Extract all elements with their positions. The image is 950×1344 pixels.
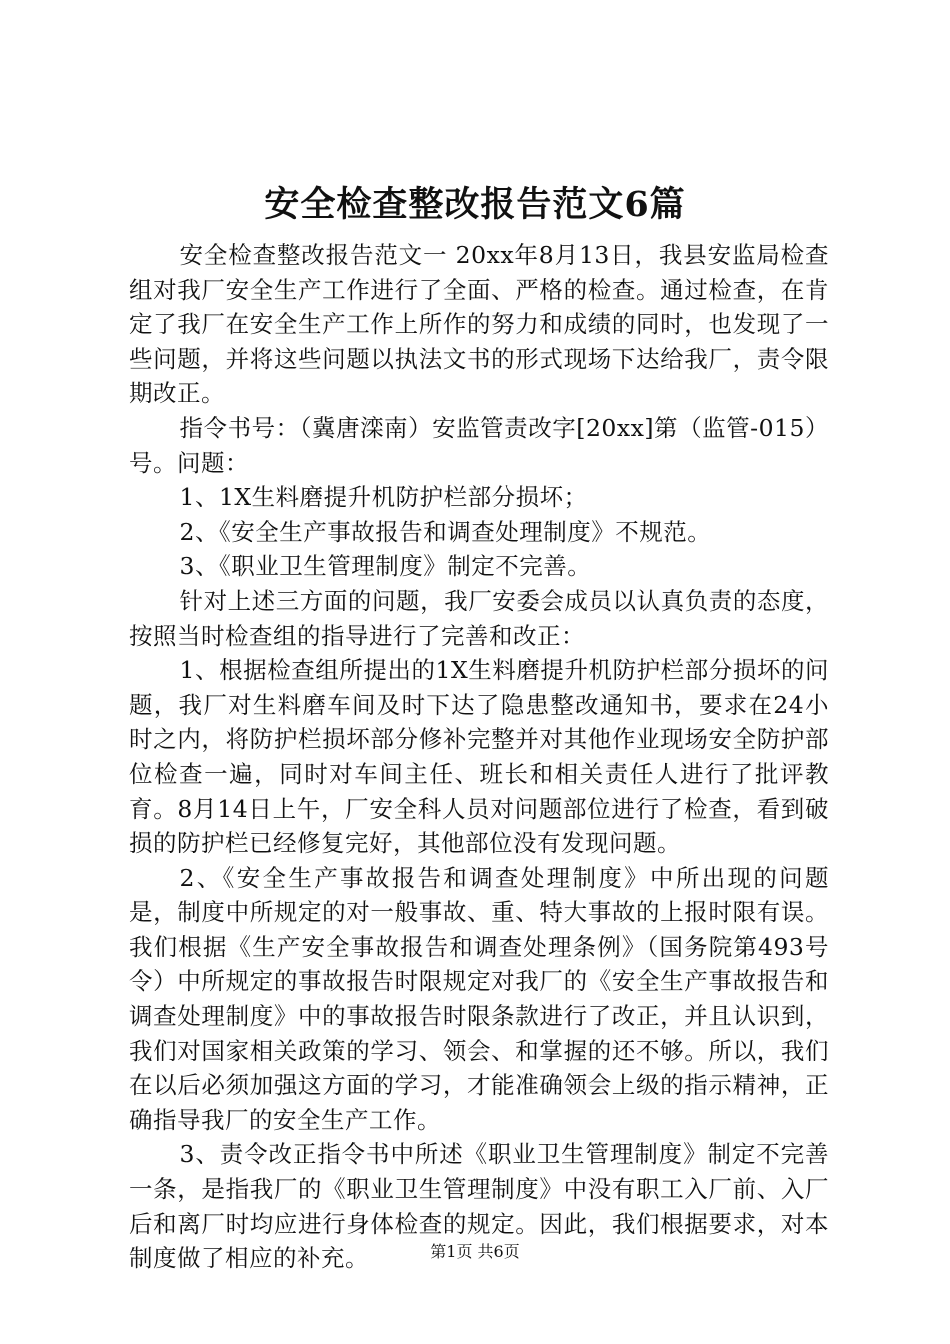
paragraph: 2、《安全生产事故报告和调查处理制度》中所出现的问题是，制度中所规定的对一般事故、重、特大事故的上报时限有误。我们根据《生产安全事故报告和调查处理条例》（国务院第493号令）中所规定的事故报告时限规定对我厂的《安全生产事故报告和调查处理制度》中的事故报告时限条款进行了改正，并且认识到，我们对国家相关政策的学习、领会、和掌握的还不够。所以，我们在以后必须加强这方面的学习，才能准确领会上级的指示精神，正确指导我厂的安全生产工作。	[129, 863, 829, 1134]
document-body	[129, 238, 829, 1276]
list-item: 2、《安全生产事故报告和调查处理制度》不规范。	[179, 517, 712, 546]
page-indicator: 第1页 共6页	[430, 1242, 520, 1261]
paragraph: 安全检查整改报告范文一 20xx年8月13日，我县安监局检查组对我厂安全生产工作进行了全面、严格的检查。通过检查，在肯定了我厂在安全生产工作上所作的努力和成绩的同时，也发现了一些问题，并将这些问题以执法文书的形式现场下达给我厂，责令限期改正。	[129, 241, 829, 408]
paragraph: 指令书号：（冀唐滦南）安监管责改字[20xx]第（监管-015）号。问题：	[129, 413, 829, 477]
document-title: 安全检查整改报告范文6篇	[264, 184, 686, 225]
paragraph: 1、根据检查组所提出的1X生料磨提升机防护栏部分损坏的问题，我厂对生料磨车间及时下达了隐患整改通知书，要求在24小时之内，将防护栏损坏部分修补完整并对其他作业现场安全防护部位检查一遍，同时对车间主任、班长和相关责任人进行了批评教育。8月14日上午，厂安全科人员对问题部位进行了检查，看到破损的防护栏已经修复完好，其他部位没有发现问题。	[129, 656, 829, 858]
list-item: 1、1X生料磨提升机防护栏部分损坏；	[179, 483, 588, 512]
paragraph: 针对上述三方面的问题，我厂安委会成员以认真负责的态度，按照当时检查组的指导进行了完善和改正：	[129, 586, 829, 650]
paragraph: 3、责令改正指令书中所述《职业卫生管理制度》制定不完善一条，是指我厂的《职业卫生管理制度》中没有职工入厂前、入厂后和离厂时均应进行身体检查的规定。因此，我们根据要求，对本制度做了相应的补充。	[129, 1140, 829, 1273]
list-item: 3、《职业卫生管理制度》制定不完善。	[179, 552, 592, 581]
